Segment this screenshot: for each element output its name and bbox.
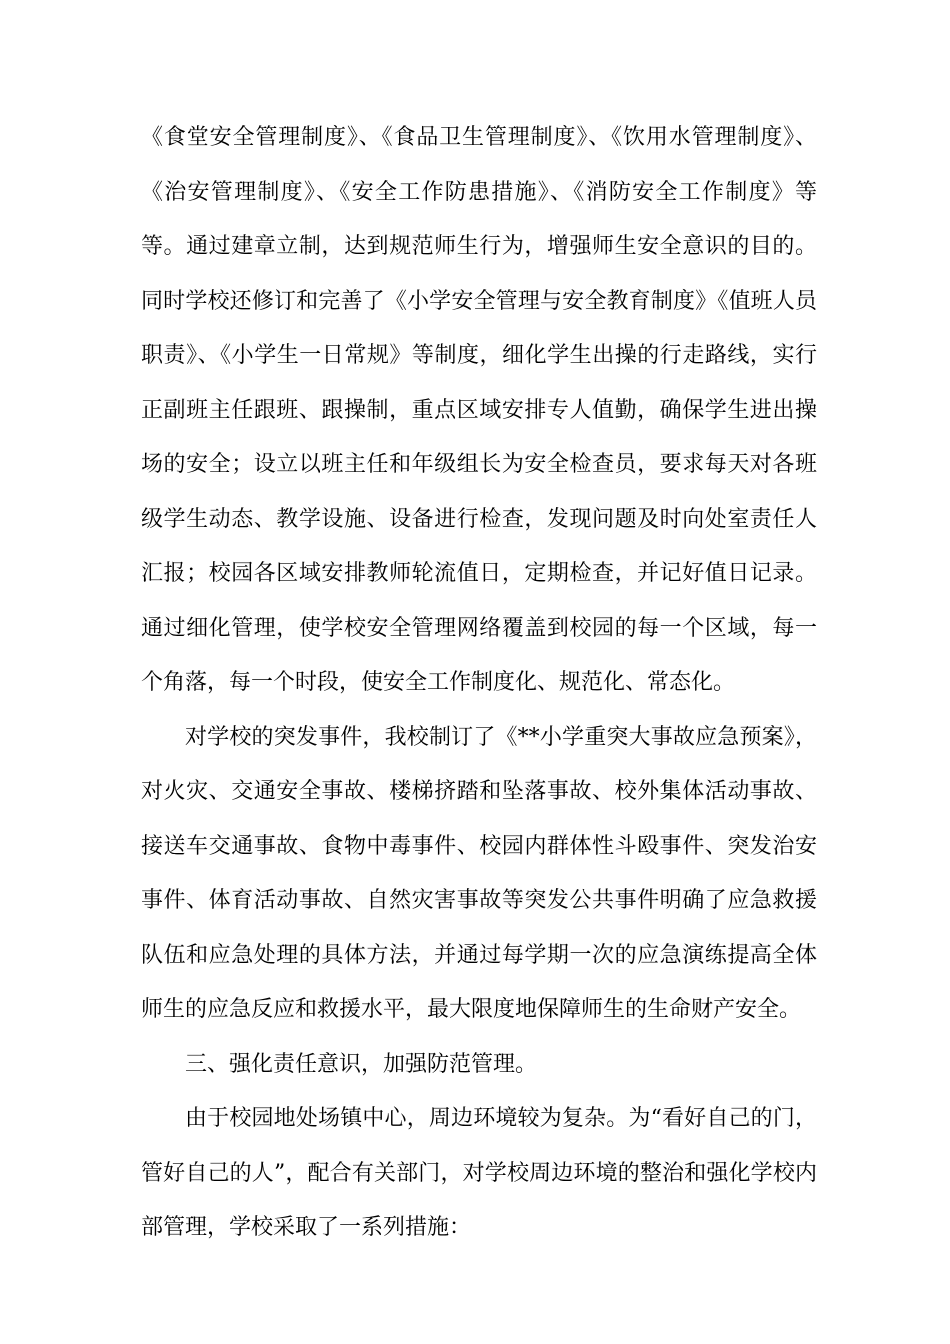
paragraph-surroundings: 由于校园地处场镇中心，周边环境较为复杂。为“看好自己的门，管好自己的人”，配合有关部门，对学校周边环境的整治和强化学校内部管理，学校采取了一系列措施： <box>141 1106 817 1240</box>
paragraph-continuation: 《食堂安全管理制度》、《食品卫生管理制度》、《饮用水管理制度》、《治安管理制度》、《安全工作防患措施》、《消防安全工作制度》等等。通过建章立制，达到规范师生行为，增强师生安全意识的目的。同时学校还修订和完善了《小学安全管理与安全教育制度》《值班人员职责》、《小学生一日常规》等制度，细化学生出操的行走路线，实行正副班主任跟班、跟操制，重点区域安排专人值勤，确保学生进出操场的安全；设立以班主任和年级组长为安全检查员，要求每天对各班级学生动态、教学设施、设备进行检查，发现问题及时向处室责任人汇报；校园各区域安排教师轮流值日，定期检查，并记好值日记录。通过细化管理，使学校安全管理网络覆盖到校园的每一个区域，每一个角落，每一个时段，使安全工作制度化、规范化、常态化。 <box>141 125 817 695</box>
section-heading: 三、强化责任意识，加强防范管理。 <box>185 1051 538 1077</box>
paragraph-emergency-plan: 对学校的突发事件，我校制订了《**小学重突大事故应急预案》，对火灾、交通安全事故、楼梯挤踏和坠落事故、校外集体活动事故、接送车交通事故、食物中毒事件、校园内群体性斗殴事件、突发治安事件、体育活动事故、自然灾害事故等突发公共事件明确了应急救援队伍和应急处理的具体方法，并通过每学期一次的应急演练提高全体师生的应急反应和救援水平，最大限度地保障师生的生命财产安全。 <box>141 724 817 1022</box>
document-body <box>141 111 817 1256</box>
